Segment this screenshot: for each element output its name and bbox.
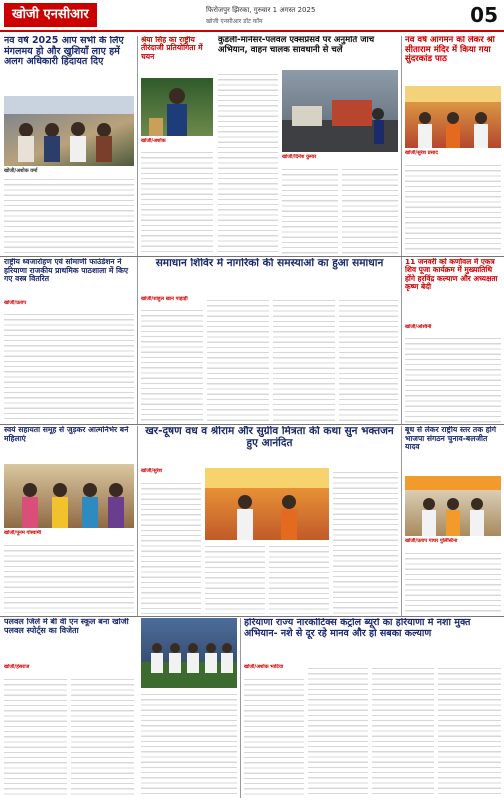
story-12-text-lines-4 [438, 664, 501, 797]
story-2-byline-box [141, 138, 213, 148]
story-3-col-1 [218, 70, 278, 254]
story-8-byline: खोजी/पूनम गोस्वामी [4, 530, 41, 536]
story-6-headline-box [141, 258, 398, 294]
story-3-byline: खोजी/दिनेश कुमार [282, 154, 317, 160]
story-1-photo [4, 96, 134, 166]
story-9-photo [205, 468, 329, 540]
story-12-col-2 [308, 664, 368, 797]
story-12-col-1 [244, 675, 304, 797]
story-9-text-lines-1 [141, 479, 201, 614]
story-10-byline: खोजी/प्रताप पाथर पुलिस्टिना [405, 538, 458, 544]
column-divider [240, 618, 241, 798]
masthead-site: खोजी एनसीआर डॉट कॉम [206, 18, 263, 25]
story-5-body [4, 310, 134, 422]
story-6-text-lines-2 [207, 296, 269, 424]
story-5-byline: खोजी/प्रताप [4, 300, 27, 306]
story-3-text-lines-2 [282, 165, 338, 254]
column-divider [401, 36, 402, 258]
story-12-headline: हरियाणा राज्य नारकोटिक्स कंट्रोल ब्यूरो का हरियाणा में नशा मुक्त अभियान- नशे से दूर रहे मानव और हो सबका कल्याण [244, 618, 471, 639]
story-4-headline: नव वर्ष आगमन को लेकर श्री सीताराम मंदिर में किया गया सुंदरकांड पाठ [405, 36, 495, 65]
story-10-text-lines [405, 549, 501, 614]
story-4-photo [405, 86, 501, 148]
story-7-headline: 11 जनवरी को कर्णावल में एकत्र शिव पूजा कार्यक्रम में मुख्यातिथि होंगे हरविंद्र कल्याण और अध्यक्षता कृष्ण बेदी [405, 258, 498, 291]
story-8-byline-box [4, 530, 134, 540]
story-11-text-lines-1 [4, 675, 67, 797]
story-11-headline: पलवल जिले में बी वी एन स्कूल बना खोजी पलवल स्पोर्ट्स का विजेता [4, 618, 129, 635]
story-10-byline-box [405, 538, 501, 548]
story-2-byline: खोजी/अशोक [141, 138, 166, 144]
column-divider [137, 258, 138, 424]
story-3-col-2 [282, 165, 338, 254]
story-12-col-4 [438, 664, 501, 797]
story-9-headline: खर-दूषण वध व श्रीराम और सुग्रीव मित्रता की कथा सुन भक्तजन हुए आनंदित [145, 426, 394, 449]
story-9-byline-box [141, 468, 201, 478]
story-3-headline-box [218, 36, 398, 68]
story-11-byline: खोजी/हंसराज [4, 664, 30, 670]
story-12-col-3 [372, 664, 434, 797]
masthead-date: फिरोजपुर झिरका, गुरुवार 1 अगस्त 2025 [206, 6, 316, 14]
story-8-headline: स्वयं सहायता समूह से जुड़कर आत्मनिर्भर बनें महिलाएं [4, 426, 129, 443]
story-4-text-lines [405, 161, 501, 254]
story-2-headline-box [141, 36, 213, 76]
story-9-photo-art [205, 468, 329, 540]
story-10-photo [405, 476, 501, 536]
story-4-byline-box [405, 150, 501, 160]
column-divider [137, 36, 138, 258]
story-6-col-1 [141, 306, 203, 424]
story-6-col-4 [339, 296, 398, 424]
story-11-text-lines-3 [141, 690, 237, 797]
story-6-text-lines-1 [141, 306, 203, 424]
story-7-headline-box [405, 258, 501, 322]
story-12-byline: खोजी/अशोक भाटिया [244, 664, 284, 670]
story-9-col-4 [333, 468, 398, 614]
story-4-byline: खोजी/सुरेश प्रसाद [405, 150, 438, 156]
story-3-col-3 [342, 165, 398, 254]
story-2-photo [141, 78, 213, 136]
story-1-caption: खोजी/अशोक वर्मा [4, 168, 38, 174]
story-9-col-2 [205, 542, 265, 614]
column-divider [401, 258, 402, 424]
story-1-text-lines [4, 175, 134, 255]
story-7-byline: खोजी/अश्विनी [405, 324, 432, 330]
story-11-col-3 [141, 690, 237, 797]
story-9-col-3 [269, 542, 329, 614]
story-11-text-lines-2 [71, 675, 134, 797]
story-10-headline: बूथ से लेकर राष्ट्रीय स्तर तक होगे भाजपा संगठन चुनाव-बलजीत यादव [405, 426, 496, 451]
story-12-text-lines-2 [308, 664, 368, 797]
story-8-text-lines [4, 541, 134, 613]
story-8-body [4, 541, 134, 613]
masthead [0, 0, 504, 32]
story-2-body [141, 148, 213, 254]
story-3-byline-box [282, 154, 398, 164]
column-divider [401, 426, 402, 616]
story-5-headline-box [4, 258, 134, 298]
story-4-body [405, 161, 501, 254]
story-8-photo-art [4, 464, 134, 528]
story-9-text-lines-3 [269, 542, 329, 614]
story-6-col-3 [273, 296, 335, 424]
story-10-body [405, 549, 501, 614]
story-11-headline-box [4, 618, 134, 662]
story-11-col-1 [4, 675, 67, 797]
story-1-photo-art [4, 96, 134, 166]
story-7-text-lines [405, 334, 501, 424]
story-10-photo-art [405, 476, 501, 536]
story-5-headline: राष्ट्रीय ध्वजारोहण एवं सोमाणी फाउंडेशन ने हरियाणा राजकीय प्राथमिक पाठशाला में किए गए वस्त्र वितरित [4, 258, 129, 283]
story-1-headline: नव वर्ष 2025 आप सभी के लिए मंगलमय हो और खुशियाँ लाए हमें अलग अधिकारी हिदायत दिए [4, 36, 124, 68]
story-3-photo [282, 70, 398, 152]
story-7-byline-box [405, 324, 501, 334]
story-2-text-lines [141, 148, 213, 254]
story-9-text-lines-2 [205, 542, 265, 614]
story-9-headline-box [141, 426, 398, 466]
story-4-headline-box [405, 36, 501, 84]
story-2-headline: श्रेया सिंह का राष्ट्रीय तीरंदाजी प्रतियोगिता में चयन [141, 36, 203, 61]
story-3-photo-art [282, 70, 398, 152]
story-8-headline-box [4, 426, 134, 462]
story-12-byline-box [244, 664, 304, 674]
story-7-body [405, 334, 501, 424]
story-11-col-2 [71, 675, 134, 797]
story-9-col-1 [141, 479, 201, 614]
story-1-headline-box [4, 36, 134, 94]
row-divider [0, 616, 504, 617]
story-11-photo-art [141, 618, 237, 688]
row-divider [0, 256, 504, 257]
story-6-byline: खोजी/शाहुल खान पाहाड़ी [141, 296, 188, 302]
story-1-body [4, 175, 134, 255]
story-3-text-lines-3 [342, 165, 398, 254]
story-12-headline-box [244, 618, 501, 662]
column-divider [137, 426, 138, 616]
story-2-photo-art [141, 78, 213, 136]
story-9-byline: खोजी/सुरेश [141, 468, 163, 474]
page-number: 05 [470, 3, 498, 27]
story-6-text-lines-4 [339, 296, 398, 424]
masthead-logo: खोजी एनसीआर [4, 3, 97, 27]
story-11-photo [141, 618, 237, 688]
story-3-text-lines-1 [218, 70, 278, 254]
story-5-text-lines [4, 310, 134, 422]
story-6-text-lines-3 [273, 296, 335, 424]
story-5-byline-box [4, 300, 134, 310]
story-3-headline: कुंडली-मानेसर-पलवल एक्सप्रेसवे पर अनुमति जांच अभियान, वाहन चालक सावधानी से चलें [218, 36, 375, 55]
story-4-photo-art [405, 86, 501, 148]
story-6-headline: समाधान शिविर में नागरिकों की समस्याओं का हुआ समाधान [155, 258, 384, 269]
story-6-col-2 [207, 296, 269, 424]
story-8-photo [4, 464, 134, 528]
story-11-byline-box [4, 664, 134, 674]
story-12-text-lines-1 [244, 675, 304, 797]
story-10-headline-box [405, 426, 501, 474]
story-9-text-lines-4 [333, 468, 398, 614]
row-divider [0, 424, 504, 425]
story-12-text-lines-3 [372, 664, 434, 797]
